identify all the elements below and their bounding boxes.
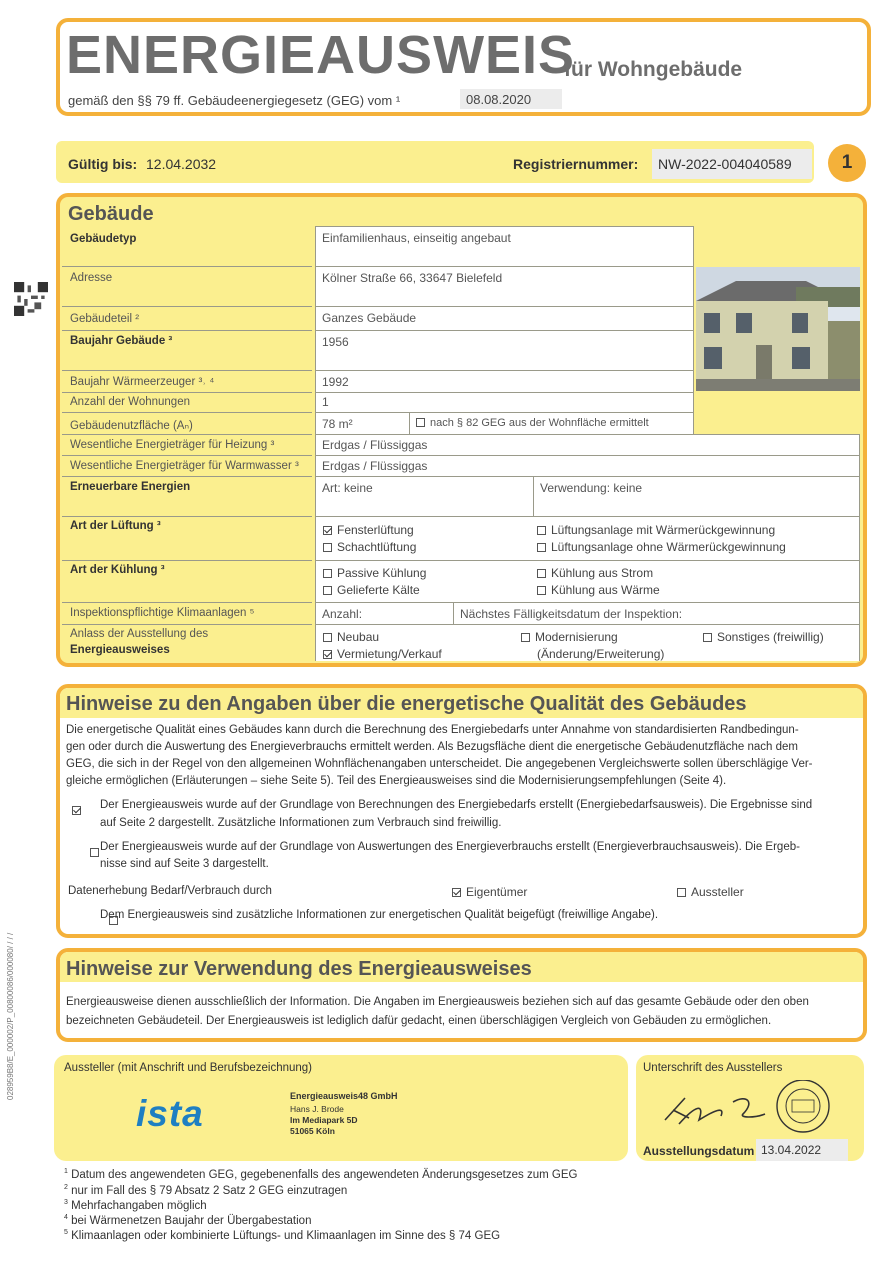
ventilation-label: Art der Lüftung ³: [70, 520, 161, 532]
cooling-electric-checkbox[interactable]: [537, 569, 546, 578]
cooling-electric-option[interactable]: Kühlung aus Strom: [537, 566, 653, 580]
reason-rental-sale-option[interactable]: Vermietung/Verkauf: [323, 647, 442, 661]
quality-notes-line-2: gen oder durch die Auswertung des Energieverbrauchs ermittelt werden. Als Bezugsfläche dient die energetische Gebäudenutzfläche nach dem: [66, 741, 798, 753]
heating-energy-value: Erdgas / Flüssiggas: [315, 434, 860, 456]
usable-area-value: 78 m²: [315, 412, 410, 435]
footnote-2: $^2$ nur im Fall des § 79 Absatz 2 Satz 2 GEG einzutragen: [64, 1184, 348, 1197]
water-energy-value: Erdgas / Flüssiggas: [315, 455, 860, 477]
issuer-city: 51065 Köln: [290, 1126, 335, 1136]
footnote-4: $^4$ bei Wärmenetzen Baujahr der Übergabestation: [64, 1214, 312, 1227]
usable-area-label: Gebäudenutzfläche (Aₙ): [70, 420, 193, 432]
issuer-company: Energieausweis48 GmbH: [290, 1091, 398, 1101]
law-reference: gemäß den §§ 79 ff. Gebäudeenergiegesetz (GEG) vom ¹: [68, 93, 401, 108]
issue-date-value: 13.04.2022: [756, 1139, 848, 1161]
issuer-street: Im Mediapark 5D: [290, 1115, 358, 1125]
apartments-label: Anzahl der Wohnungen: [70, 396, 190, 408]
construction-year-label: Baujahr Gebäude ³: [70, 335, 173, 347]
ventilation-with-recovery-checkbox[interactable]: [537, 526, 546, 535]
reason-modernisation-checkbox[interactable]: [521, 633, 530, 642]
ventilation-without-recovery-option[interactable]: Lüftungsanlage ohne Wärmerückgewinnung: [537, 540, 786, 554]
reason-other-checkbox[interactable]: [703, 633, 712, 642]
cooling-heat-option[interactable]: Kühlung aus Wärme: [537, 583, 660, 597]
side-barcode-text: 028959B8/E_000002/P_00800086/000080/ / / /: [6, 932, 15, 1100]
data-by-issuer-checkbox[interactable]: [677, 888, 686, 897]
renewable-type: Art: keine: [315, 476, 534, 517]
footnote-3: $^3$ Mehrfachangaben möglich: [64, 1199, 207, 1212]
cooling-delivered-option[interactable]: Gelieferte Kälte: [323, 583, 420, 597]
demand-certificate-text-2: auf Seite 2 dargestellt. Zusätzliche Informationen zum Verbrauch sind freiwillig.: [100, 817, 502, 829]
law-date: 08.08.2020: [460, 89, 562, 109]
usage-notes-line-2: bezeichneten Gebäudeteil. Der Energieausweis ist lediglich dafür gedacht, einen überschlägigen Vergleich von Gebäuden zu ermöglichen.: [66, 1015, 772, 1027]
renewable-usage: Verwendung: keine: [533, 476, 860, 517]
heat-generator-year-value: 1992: [315, 370, 694, 393]
data-by-owner-checkbox[interactable]: [452, 888, 461, 897]
reason-modernisation-detail: (Änderung/Erweiterung): [537, 647, 665, 661]
reason-other-option[interactable]: Sonstiges (freiwillig): [703, 630, 824, 644]
quality-notes-line-4: gleiche ermöglichen (Erläuterungen – siehe Seite 5). Teil des Energieausweises sind die Modernisierungsempfehlungen (Seite 4).: [66, 775, 727, 787]
registration-label: Registriernummer:: [513, 156, 639, 172]
consumption-certificate-text-1: Der Energieausweis wurde auf der Grundlage von Auswertungen des Energieverbrauchs erstellt (Energieverbrauchsausweis). Die Ergeb-: [100, 841, 800, 853]
footnote-5: $^5$ Klimaanlagen oder kombinierte Lüftungs- und Klimaanlagen im Sinne des § 74 GEG: [64, 1229, 501, 1242]
usage-notes-line-1: Energieausweise dienen ausschließlich der Information. Die Angaben im Energieausweis beziehen sich auf das gesamte Gebäude oder den oben: [66, 996, 809, 1008]
water-energy-label: Wesentliche Energieträger für Warmwasser ³: [70, 460, 299, 472]
renewable-label: Erneuerbare Energien: [70, 481, 191, 493]
ventilation-with-recovery-option[interactable]: Lüftungsanlage mit Wärmerückgewinnung: [537, 523, 775, 537]
registration-number: NW-2022-004040589: [652, 149, 812, 179]
consumption-certificate-text-2: nisse sind auf Seite 3 dargestellt.: [100, 858, 269, 870]
demand-certificate-text-1: Der Energieausweis wurde auf der Grundlage von Berechnungen des Energiebedarfs erstellt (Energiebedarfsausweis). Die Ergebnisse sind: [100, 799, 813, 811]
valid-until-label: Gültig bis:: [68, 156, 138, 172]
address-label: Adresse: [70, 272, 113, 284]
data-by-issuer-option[interactable]: Aussteller: [677, 885, 744, 899]
signature-label: Unterschrift des Ausstellers: [643, 1062, 783, 1074]
usable-area-option-text: nach § 82 GEG aus der Wohnfläche ermittelt: [430, 417, 649, 429]
valid-until-value: 12.04.2032: [146, 156, 217, 172]
cooling-passive-checkbox[interactable]: [323, 569, 332, 578]
ventilation-shaft-checkbox[interactable]: [323, 543, 332, 552]
building-type-value: Einfamilienhaus, einseitig angebaut: [315, 226, 694, 267]
additional-info-text: Dem Energieausweis sind zusätzliche Informationen zur energetischen Qualität beigefügt (freiwillige Angabe).: [100, 909, 659, 921]
ac-next-inspection: Nächstes Fälligkeitsdatum der Inspektion:: [453, 602, 860, 625]
address-value: Kölner Straße 66, 33647 Bielefeld: [315, 266, 694, 307]
building-part-value: Ganzes Gebäude: [315, 306, 694, 331]
quality-notes-title: Hinweise zu den Angaben über die energetische Qualität des Gebäudes: [66, 693, 747, 715]
heating-energy-label: Wesentliche Energieträger für Heizung ³: [70, 439, 275, 451]
issuer-person: Hans J. Brode: [290, 1104, 344, 1114]
cooling-label: Art der Kühlung ³: [70, 564, 165, 576]
document-subtitle: für Wohngebäude: [564, 58, 743, 81]
ventilation-without-recovery-checkbox[interactable]: [537, 543, 546, 552]
quality-notes-line-1: Die energetische Qualität eines Gebäudes kann durch die Berechnung des Energiebedarfs unter Annahme von standardisierten Randbedingun-: [66, 724, 799, 736]
ventilation-shaft-option[interactable]: Schachtlüftung: [323, 540, 416, 554]
heat-generator-year-label: Baujahr Wärmeerzeuger ³˒ ⁴: [70, 376, 215, 388]
consumption-certificate-checkbox[interactable]: [90, 848, 99, 857]
ac-inspection-label: Inspektionspflichtige Klimaanlagen ⁵: [70, 607, 255, 619]
building-type-label: Gebäudetyp: [70, 233, 137, 245]
issue-date-label: Ausstellungsdatum: [643, 1144, 755, 1158]
reason-new-building-checkbox[interactable]: [323, 633, 332, 642]
document-title: ENERGIEAUSWEIS: [66, 25, 576, 85]
building-photo: [696, 267, 860, 391]
issue-reason-label-1: Anlass der Ausstellung des: [70, 628, 209, 640]
building-section-title: Gebäude: [68, 203, 154, 225]
issuer-label: Aussteller (mit Anschrift und Berufsbezeichnung): [64, 1062, 313, 1074]
page-number-badge: 1: [828, 144, 866, 182]
signature-with-stamp: [655, 1080, 860, 1135]
ventilation-window-option[interactable]: Fensterlüftung: [323, 523, 414, 537]
cooling-passive-option[interactable]: Passive Kühlung: [323, 566, 426, 580]
ista-logo: ista: [136, 1093, 204, 1134]
reason-rental-sale-checkbox[interactable]: [323, 650, 332, 659]
construction-year-value: 1956: [315, 330, 694, 371]
ac-count: Anzahl:: [315, 602, 454, 625]
footnote-1: $^1$ Datum des angewendeten GEG, gegebenenfalls des angewendeten Änderungsgesetzes zum GEG: [64, 1168, 578, 1181]
building-part-label: Gebäudeteil ²: [70, 313, 140, 325]
reason-modernisation-option[interactable]: Modernisierung: [521, 630, 618, 644]
usable-area-checkbox[interactable]: [416, 418, 425, 427]
data-collection-label: Datenerhebung Bedarf/Verbrauch durch: [68, 885, 272, 897]
usable-area-option[interactable]: [409, 412, 694, 435]
demand-certificate-checkbox[interactable]: [72, 806, 81, 815]
apartments-value: 1: [315, 392, 694, 413]
reason-new-building-option[interactable]: Neubau: [323, 630, 379, 644]
data-by-owner-option[interactable]: Eigentümer: [452, 885, 527, 899]
ventilation-window-checkbox[interactable]: [323, 526, 332, 535]
issue-reason-label-2: Energieausweises: [70, 644, 170, 656]
quality-notes-line-3: GEG, die sich in der Regel von den allgemeinen Wohnflächenangaben unterscheidet. Die angegebenen Vergleichswerte sollen überschlägige Ver-: [66, 758, 813, 770]
cooling-delivered-checkbox[interactable]: [323, 586, 332, 595]
qr-code-icon: [14, 282, 48, 316]
cooling-heat-checkbox[interactable]: [537, 586, 546, 595]
usage-notes-title: Hinweise zur Verwendung des Energieausweises: [66, 958, 532, 980]
